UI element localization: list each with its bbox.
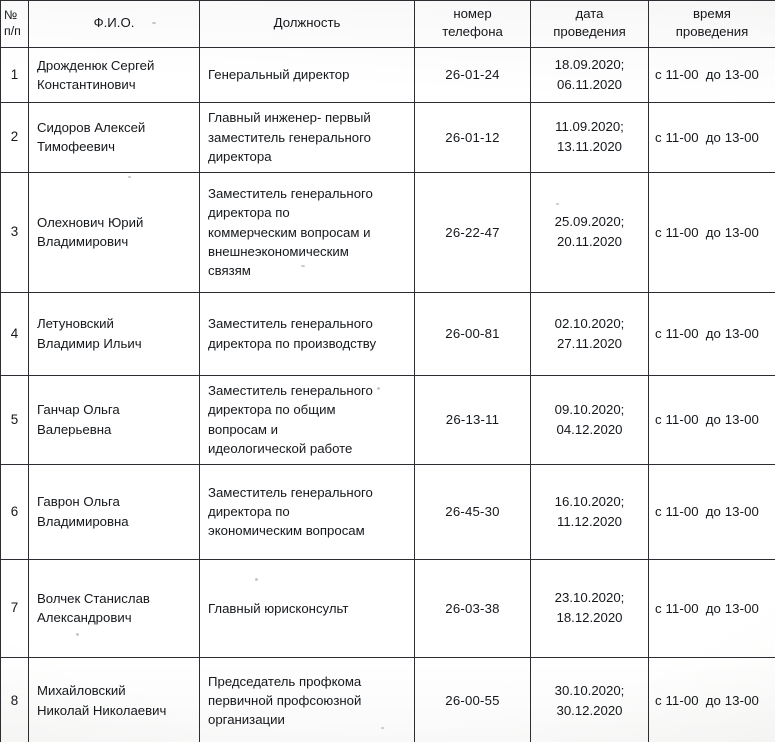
column-header-fullname bbox=[29, 1, 200, 48]
time-to: до 13-00 bbox=[705, 693, 759, 709]
fullname-cell bbox=[29, 376, 200, 465]
fullname-cell bbox=[29, 658, 200, 742]
position_lines-line: Заместитель генерального bbox=[208, 383, 373, 399]
date_lines-line: 20.11.2020 bbox=[556, 234, 623, 250]
position-cell bbox=[200, 293, 415, 376]
date_lines-line: 09.10.2020; bbox=[554, 401, 625, 417]
position-cell bbox=[200, 560, 415, 658]
date_lines-line: 18.12.2020 bbox=[556, 610, 623, 626]
table-body bbox=[1, 48, 775, 742]
column-header-phone-line2: телефона bbox=[442, 23, 503, 39]
fullname-cell bbox=[29, 465, 200, 560]
time-to: до 13-00 bbox=[705, 326, 759, 342]
row-number: 8 bbox=[10, 692, 19, 708]
table-row bbox=[1, 173, 775, 293]
position-cell bbox=[200, 173, 415, 293]
date_lines-line: 11.09.2020; bbox=[555, 119, 624, 135]
fio_lines-line: Владимирович bbox=[37, 234, 129, 250]
phone-cell bbox=[415, 173, 531, 293]
fio_lines-line: Константинович bbox=[37, 76, 136, 92]
fio_lines-line: Гаврон Ольга bbox=[37, 494, 120, 510]
fullname-cell bbox=[29, 560, 200, 658]
position_lines-line: директора по bbox=[208, 504, 290, 520]
date_lines-line: 25.09.2020; bbox=[554, 214, 625, 230]
time-from: с 11-00 bbox=[655, 504, 699, 520]
date-cell bbox=[531, 376, 649, 465]
table-row bbox=[1, 293, 775, 376]
column-header-position-line1: Должность bbox=[273, 14, 341, 30]
position-cell bbox=[200, 465, 415, 560]
time-cell bbox=[649, 103, 775, 173]
row-number: 1 bbox=[10, 67, 19, 83]
position_lines-line: директора bbox=[208, 148, 272, 164]
phone-cell bbox=[415, 465, 531, 560]
position_lines-line: Председатель профкома bbox=[208, 673, 362, 689]
position_lines-line: вопросам и bbox=[208, 421, 279, 437]
position_lines-line: Главный инженер- первый bbox=[208, 110, 371, 126]
header-row bbox=[1, 1, 775, 48]
fullname-cell bbox=[29, 103, 200, 173]
date_lines-line: 16.10.2020; bbox=[554, 493, 625, 509]
column-header-phone-line1: номер bbox=[453, 6, 492, 21]
row-number-cell bbox=[1, 103, 29, 173]
position-cell bbox=[200, 103, 415, 173]
fio_lines-line: Олехнович Юрий bbox=[37, 214, 144, 230]
row-number-cell bbox=[1, 658, 29, 742]
fio_lines-line: Николай Николаевич bbox=[37, 702, 167, 718]
time-from: с 11-00 bbox=[655, 129, 699, 145]
table-row bbox=[1, 48, 775, 103]
position-cell bbox=[200, 658, 415, 742]
position_lines-line: организации bbox=[208, 712, 285, 728]
date_lines-line: 04.12.2020 bbox=[556, 421, 623, 437]
fio_lines-line: Волчек Станислав bbox=[37, 590, 150, 606]
time-cell bbox=[649, 48, 775, 103]
row-number: 3 bbox=[10, 224, 19, 240]
column-header-fullname-line1: Ф.И.О. bbox=[93, 14, 135, 30]
fio_lines-line: Александрович bbox=[37, 610, 132, 626]
time-cell bbox=[649, 658, 775, 742]
position-cell bbox=[200, 48, 415, 103]
column-header-time bbox=[649, 1, 775, 48]
date_lines-line: 30.12.2020 bbox=[556, 702, 623, 718]
column-header-number-line1: № bbox=[4, 7, 18, 22]
date-cell bbox=[531, 560, 649, 658]
column-header-date-line1: дата bbox=[575, 6, 604, 21]
phone-cell bbox=[415, 103, 531, 173]
date-cell bbox=[531, 293, 649, 376]
fio_lines-line: Летуновский bbox=[37, 316, 114, 332]
phone-number: 26-01-12 bbox=[445, 129, 500, 145]
position_lines-line: Заместитель генерального bbox=[208, 186, 373, 201]
row-number-cell bbox=[1, 48, 29, 103]
date-cell bbox=[531, 173, 649, 293]
time-from: с 11-00 bbox=[655, 600, 699, 616]
fio_lines-line: Михайловский bbox=[37, 683, 126, 699]
position_lines-line: первичной профсоюзной bbox=[208, 693, 362, 709]
column-header-number-line2: п/п bbox=[4, 23, 21, 38]
fio_lines-line: Валерьевна bbox=[37, 421, 112, 437]
time-cell bbox=[649, 293, 775, 376]
row-number: 2 bbox=[10, 129, 19, 145]
row-number-cell bbox=[1, 173, 29, 293]
position_lines-line: Генеральный директор bbox=[208, 67, 350, 83]
time-cell bbox=[649, 560, 775, 658]
phone-number: 26-22-47 bbox=[445, 224, 500, 240]
phone-number: 26-45-30 bbox=[445, 504, 500, 520]
column-header-number bbox=[1, 1, 29, 48]
position_lines-line: директора по bbox=[208, 205, 290, 221]
time-to: до 13-00 bbox=[705, 412, 759, 428]
table-row bbox=[1, 658, 775, 742]
date_lines-line: 11.12.2020 bbox=[556, 513, 623, 529]
date_lines-line: 23.10.2020; bbox=[554, 590, 625, 606]
phone-cell bbox=[415, 48, 531, 103]
phone-number: 26-00-55 bbox=[445, 693, 500, 709]
position-cell bbox=[200, 376, 415, 465]
fio_lines-line: Ганчар Ольга bbox=[37, 402, 120, 418]
phone-number: 26-01-24 bbox=[445, 67, 500, 83]
position_lines-line: заместитель генерального bbox=[208, 129, 371, 145]
row-number-cell bbox=[1, 560, 29, 658]
phone-number: 26-03-38 bbox=[445, 600, 500, 616]
column-header-time-line2: проведения bbox=[675, 23, 749, 39]
table-header bbox=[1, 1, 775, 48]
row-number-cell bbox=[1, 465, 29, 560]
row-number: 4 bbox=[10, 325, 19, 341]
column-header-date bbox=[531, 1, 649, 48]
date_lines-line: 18.09.2020; bbox=[554, 57, 625, 73]
date-cell bbox=[531, 103, 649, 173]
fio_lines-line: Владимир Ильич bbox=[37, 335, 142, 351]
time-cell bbox=[649, 376, 775, 465]
position_lines-line: внешнеэкономическим bbox=[208, 243, 349, 259]
phone-cell bbox=[415, 376, 531, 465]
position_lines-line: директора по общим bbox=[208, 402, 336, 418]
fullname-cell bbox=[29, 293, 200, 376]
time-to: до 13-00 bbox=[705, 504, 759, 520]
time-from: с 11-00 bbox=[655, 412, 699, 428]
fio_lines-line: Сидоров Алексей bbox=[37, 120, 146, 135]
table-row bbox=[1, 103, 775, 173]
phone-number: 26-13-11 bbox=[445, 412, 500, 428]
date_lines-line: 06.11.2020 bbox=[556, 76, 623, 92]
date-cell bbox=[531, 465, 649, 560]
date_lines-line: 27.11.2020 bbox=[556, 335, 623, 351]
time-from: с 11-00 bbox=[655, 326, 699, 342]
date_lines-line: 13.11.2020 bbox=[556, 139, 623, 155]
phone-cell bbox=[415, 658, 531, 742]
position_lines-line: Заместитель генерального bbox=[208, 484, 373, 500]
time-from: с 11-00 bbox=[655, 224, 699, 240]
position_lines-line: Главный юрисконсульт bbox=[208, 600, 349, 616]
table-row bbox=[1, 560, 775, 658]
time-to: до 13-00 bbox=[705, 129, 759, 145]
position_lines-line: Заместитель генерального bbox=[208, 316, 373, 332]
time-to: до 13-00 bbox=[705, 224, 759, 240]
time-cell bbox=[649, 465, 775, 560]
row-number: 6 bbox=[10, 503, 19, 519]
time-from: с 11-00 bbox=[655, 693, 699, 709]
fio_lines-line: Владимировна bbox=[37, 513, 129, 529]
position_lines-line: экономическим вопросам bbox=[208, 523, 365, 539]
time-to: до 13-00 bbox=[705, 600, 759, 616]
fio_lines-line: Тимофеевич bbox=[37, 139, 116, 155]
phone-cell bbox=[415, 293, 531, 376]
row-number: 7 bbox=[10, 600, 19, 616]
date-cell bbox=[531, 48, 649, 103]
fullname-cell bbox=[29, 48, 200, 103]
column-header-date-line2: проведения bbox=[553, 23, 626, 39]
column-header-time-line1: время bbox=[693, 6, 731, 21]
position_lines-line: директора по производству bbox=[208, 335, 377, 351]
position_lines-line: идеологической работе bbox=[208, 440, 353, 456]
row-number: 5 bbox=[10, 411, 19, 427]
phone-number: 26-00-81 bbox=[445, 326, 500, 342]
column-header-phone bbox=[415, 1, 531, 48]
table-row bbox=[1, 376, 775, 465]
time-to: до 13-00 bbox=[705, 67, 759, 83]
position_lines-line: коммерческим вопросам и bbox=[208, 224, 371, 240]
table-row bbox=[1, 465, 775, 560]
column-header-position bbox=[200, 1, 415, 48]
row-number-cell bbox=[1, 293, 29, 376]
phone-cell bbox=[415, 560, 531, 658]
date_lines-line: 02.10.2020; bbox=[554, 315, 625, 331]
time-cell bbox=[649, 173, 775, 293]
time-from: с 11-00 bbox=[655, 67, 699, 83]
date_lines-line: 30.10.2020; bbox=[554, 682, 625, 698]
position_lines-line: связям bbox=[208, 263, 251, 279]
fullname-cell bbox=[29, 173, 200, 293]
row-number-cell bbox=[1, 376, 29, 465]
fio_lines-line: Дрожденюк Сергей bbox=[37, 57, 155, 73]
date-cell bbox=[531, 658, 649, 742]
